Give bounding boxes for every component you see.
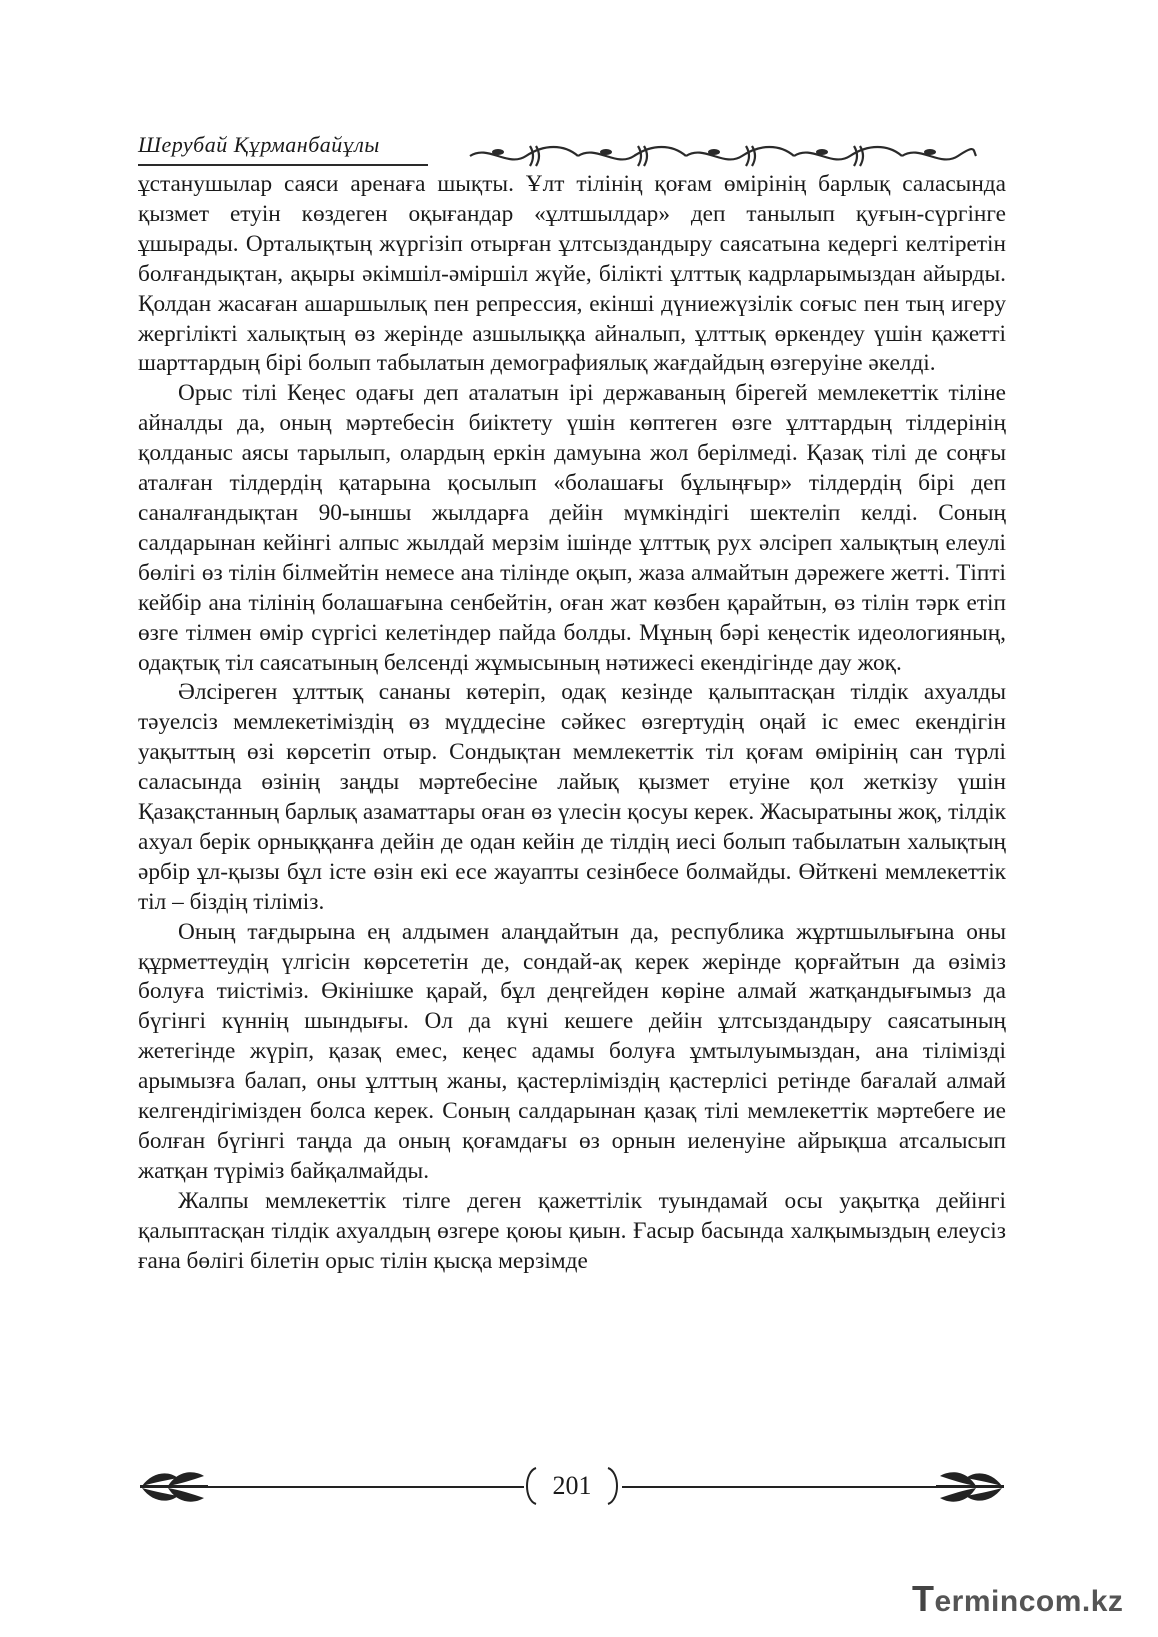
header-ornament-icon [468, 140, 978, 170]
page-body [138, 170, 1006, 1277]
paragraph: Жалпы мемлекеттік тілге деген қажеттілік туындамай осы уақытқа дейінгі қалыптасқан тілдік ахуалдың өзгере қоюы қиын. Ғасыр басында халқымыздың елеусіз ғана бөлігі білетін орыс тілін қысқа мерзімде [138, 1187, 1006, 1274]
paragraph: Орыс тілі Кеңес одағы деп аталатын ірі державаның бірегей мемлекеттік тіліне айналды да, оның мәртебесін биіктету үшін көптеген өзге ұлттардың тілдерінің қолданыс аясы тарылып, олардың еркін дамуына жол берілмеді. Қазақ тілі де соңғы аталған тілдердің қатарына қосылып «болашағы бұлыңғыр» тілдердің бірі деп саналғандықтан 90-ыншы жылдарға дейін мүмкіндігі шектеліп келді. Соның салдарынан кейінгі алпыс жылдай мерзім ішінде ұлттық рух әлсіреп халықтың елеулі бөлігі өз тілін білмейтін немесе ана тілінде оқып, жаза алмайтын дәрежеге жетті. Тіпті кейбір ана тілінің болашағына сенбейтін, оған жат көзбен қарайтын, өз тілін тәрк етіп өзге тілмен өмір сүргісі келетіндер пайда болды. Мұның бәрі кеңестік идеологияның, одақтық тіл саясатының белсенді жұмысының нәтижесі екендігінде дау жоқ. [138, 380, 1006, 676]
paragraph: ұстанушылар саяси аренаға шықты. Ұлт тілінің қоғам өмірінің барлық саласында қызмет етуін көздеген оқығандар «ұлтшылдар» деп танылып қуғын-сүргінге ұшырады. Орталықтың жүргізіп отырған ұлтсыздандыру саясатына кедергі келтіретін болғандықтан, ақыры әкімшіл-әміршіл жүйе, білікті ұлттық кадрларымыздан айырды. Қолдан жасаған ашаршылық пен репрессия, екінші дүниежүзілік соғыс пен тың игеру жергілікті халықтың өз жерінде азшылыққа айналып, ұлттық өркендеу үшін қажетті шарттардың бірі болып табылатын демографиялық жағдайдың өзгеруіне әкелді. [138, 171, 1006, 377]
leaf-ornament-right-icon [934, 1464, 1006, 1510]
footer-rule-right [622, 1486, 938, 1488]
watermark-text: ermincom.kz [934, 1585, 1124, 1618]
running-header [138, 126, 1006, 166]
paragraph: Оның тағдырына ең алдымен алаңдайтын да, республика жұртшылығына оны құрметтеудің үлгісін көрсететін де, сондай-ақ керек жерінде қорғайтын да өзіміз болуға тиістіміз. Өкінішке қарай, бұл деңгейден көріне алмай жатқандығымыз да бүгінгі күннің шындығы. Ол да күні кешеге дейін ұлтсыздандыру саясатының жетегінде жүріп, қазақ емес, кеңес адамы болуға ұмтылуымыздан, ана тілімізді арымызға балап, оны ұлттың жаны, қастерліміздің қастерлісі ретінде бағалай алмай келгендігімізден болса керек. Соның салдарынан қазақ тілі мемлекеттік мәртебеге ие болған бүгінгі таңда да оның қоғамдағы өз орнын иеленуіне айрықша атсалысып жатқан түріміз байқалмайды. [138, 918, 1006, 1184]
site-watermark [912, 1578, 1123, 1620]
running-header-author: Шерубай Құрманбайұлы [138, 132, 380, 157]
paragraph: Әлсіреген ұлттық сананы көтеріп, одақ кезінде қалыптасқан тілдік ахуалды тәуелсіз мемлекетіміздің өз мүддесіне сәйкес өзгертудің оңай іс емес екендігін уақыттың өзі көрсетіп отыр. Сондықтан мемлекеттік тіл қоғам өмірінің сан түрлі саласында өзінің заңды мәртебесіне лайық қызмет етуіне қол жеткізу үшін Қазақстанның барлық азаматтары оған өз үлесін қосуы керек. Жасыратыны жоқ, тілдік ахуал берік орныққанға дейін де одан кейін де тілдің иесі болып табылатын халықтың әрбір ұл-қызы бұл істе өзін екі есе жауапты сезінбесе болмайды. Өйткені мемлекеттік тіл – біздің тіліміз. [138, 679, 1006, 915]
watermark-initial: T [912, 1578, 935, 1619]
leaf-ornament-left-icon [138, 1464, 210, 1510]
header-rule [138, 164, 428, 166]
page-footer [138, 1462, 1006, 1522]
page-number: 201 [552, 1471, 592, 1500]
footer-rule-left [208, 1486, 524, 1488]
